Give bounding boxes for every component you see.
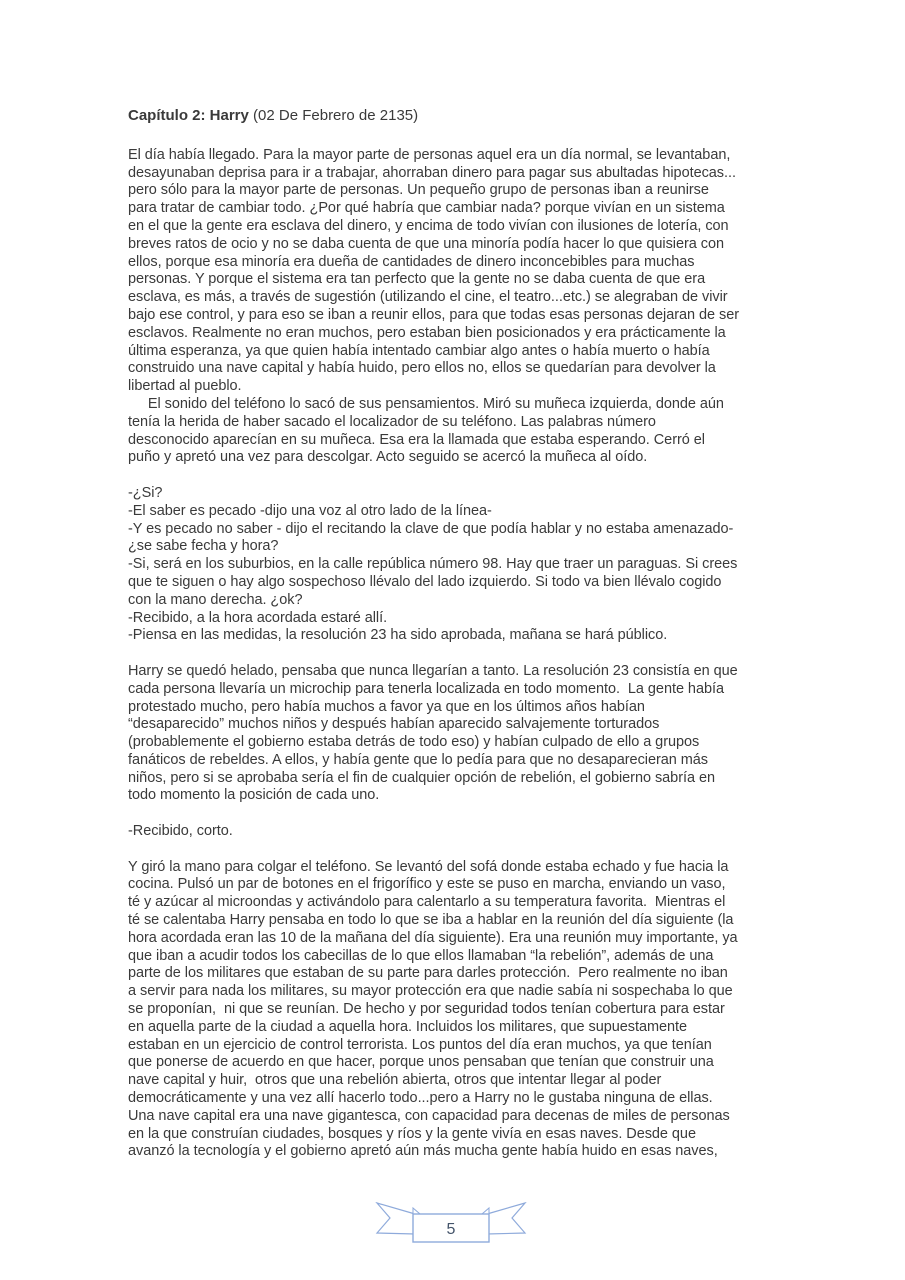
paragraph-meeting: [128, 859, 800, 1162]
text-line: cada persona llevaría un microchip para tenerla localizada en todo momento. La gente había: [128, 680, 724, 697]
text-line: construido una nave capital y había huido, pero ellos no, ellos se quedarían para devolver la: [128, 360, 716, 377]
chapter-heading: [128, 107, 800, 125]
page-footer: [375, 1202, 527, 1246]
chapter-title: Capítulo 2: Harry: [128, 107, 249, 124]
text-line: El sonido del teléfono lo sacó de sus pensamientos. Miró su muñeca izquierda, donde aún: [128, 395, 724, 412]
text-line: ¿se sabe fecha y hora?: [128, 538, 279, 555]
text-line: -Piensa en las medidas, la resolución 23 ha sido aprobada, mañana se hará público.: [128, 627, 668, 644]
text-line: hora acordada eran las 10 de la mañana del día siguiente). Era una reunión muy importante, ya: [128, 929, 738, 946]
text-line: desconocido aparecían en su muñeca. Esa era la llamada que estaba esperando. Cerró el: [128, 431, 705, 448]
text-line: -Si, será en los suburbios, en la calle república número 98. Hay que traer un paraguas. Si crees: [128, 556, 738, 573]
text-line: se proponían, ni que se reunían. De hecho y por seguridad todos tenían cobertura para estar: [128, 1001, 725, 1018]
spacer: [128, 467, 800, 485]
text-line: -El saber es pecado -dijo una voz al otro lado de la línea-: [128, 502, 492, 519]
ribbon-fold-right: [482, 1208, 489, 1214]
text-line: cocina. Pulsó un par de botones en el frigorífico y este se puso en marcha, enviando un vaso,: [128, 876, 726, 893]
text-line: té se calentaba Harry pensaba en todo lo que se iba a hablar en la reunión del día siguiente (la: [128, 912, 734, 929]
ribbon-tail-right: [487, 1203, 525, 1234]
text-line: que te siguen o hay algo sospechoso llévalo del lado izquierdo. Si todo va bien llévalo cogido: [128, 573, 722, 590]
chapter-date: (02 De Febrero de 2135): [248, 107, 419, 124]
spacer: [128, 645, 800, 663]
text-line: a servir para nada los militares, su mayor protección era que nadie sabía ni sospechaba lo que: [128, 983, 733, 1000]
page-number: 5: [446, 1221, 456, 1238]
text-line: Y giró la mano para colgar el teléfono. Se levantó del sofá donde estaba echado y fue hacia la: [128, 858, 729, 875]
spacer: [128, 805, 800, 823]
text-line: en aquella parte de la ciudad a aquella hora. Incluidos los militares, que supuestamente: [128, 1018, 688, 1035]
text-line: protestado mucho, pero había muchos a favor ya que en los últimos años habían: [128, 698, 645, 715]
text-line: todo momento la posición de cada uno.: [128, 787, 380, 804]
text-line: esclavos. Realmente no eran muchos, pero estaban bien posicionados y era prácticamente la: [128, 324, 726, 341]
paragraph-phone: [128, 396, 800, 467]
text-line: que ponerse de acuerdo en que hacer, porque unos pensaban que tenían que construir una: [128, 1054, 714, 1071]
text-line: nave capital y huir, otros que una rebelión abierta, otros que intentar llegar al poder: [128, 1072, 662, 1089]
text-line: breves ratos de ocio y no se daba cuenta de que una minoría podía hacer lo que quisiera con: [128, 235, 724, 252]
ribbon-fold-left: [413, 1208, 420, 1214]
text-line: pero sólo para la mayor parte de personas. Un pequeño grupo de personas iban a reunirse: [128, 182, 709, 199]
paragraph-intro: [128, 147, 800, 396]
text-line: en el que la gente era esclava del dinero, y encima de todo vivían con ilusiones de lotería, con: [128, 217, 729, 234]
text-line: “desaparecido” muchos niños y después habían aparecido salvajemente torturados: [128, 716, 660, 733]
dialogue-call: [128, 485, 800, 645]
text-line: libertad al pueblo.: [128, 378, 242, 395]
text-line: bajo ese control, y para eso se iban a reunir ellos, para que todas esas personas dejaran de ser: [128, 306, 740, 323]
text-line: estaban en un ejercicio de control terrorista. Los puntos del día eran muchos, ya que tenían: [128, 1036, 712, 1053]
spacer: [128, 841, 800, 859]
text-body: [128, 147, 800, 1161]
text-line: Harry se quedó helado, pensaba que nunca llegarían a tanto. La resolución 23 consistía en que: [128, 662, 738, 679]
text-line: fanáticos de rebeldes. A ellos, y había gente que lo pedía para que no desaparecieran más: [128, 751, 708, 768]
text-line: con la mano derecha. ¿ok?: [128, 591, 303, 608]
text-line: niños, pero si se aprobaba sería el fin de cualquier opción de rebelión, el gobierno sabría en: [128, 769, 715, 786]
text-line: -Recibido, a la hora acordada estaré allí.: [128, 609, 388, 626]
text-line: (probablemente el gobierno estaba detrás de todo eso) y habían culpado de ello a grupos: [128, 734, 700, 751]
text-line: puño y apretó una vez para descolgar. Acto seguido se acercó la muñeca al oído.: [128, 449, 648, 466]
text-line: democráticamente y una vez allí hacerlo todo...pero a Harry no le gustaba ninguna de ellas.: [128, 1090, 713, 1107]
text-line: El día había llegado. Para la mayor parte de personas aquel era un día normal, se levantaban,: [128, 146, 731, 163]
text-line: -Recibido, corto.: [128, 823, 233, 840]
text-line: tenía la herida de haber sacado el localizador de su teléfono. Las palabras número: [128, 413, 656, 430]
text-line: esclava, es más, a través de sugestión (utilizando el cine, el teatro...etc.) se alegraban de vivir: [128, 289, 728, 306]
text-line: ellos, porque esa minoría era dueña de cantidades de dinero inconcebibles para muchas: [128, 253, 695, 270]
text-line: para tratar de cambiar todo. ¿Por qué habría que cambiar nada? porque vivían en un sistema: [128, 200, 725, 217]
text-line: personas. Y porque el sistema era tan perfecto que la gente no se daba cuenta de que era: [128, 271, 706, 288]
text-line: que iban a acudir todos los cabecillas de lo que ellos llamaban “la rebelión”, además de una: [128, 947, 714, 964]
text-line: té y azúcar al microondas y activándolo para calentarlo a su temperatura favorita. Mientras el: [128, 894, 726, 911]
text-line: desayunaban deprisa para ir a trabajar, ahorraban dinero para pagar sus abultadas hipotecas...: [128, 164, 736, 181]
text-line: -Y es pecado no saber - dijo el recitando la clave de que podía hablar y no estaba amenazado-: [128, 520, 734, 537]
text-line: parte de los militares que estaban de su parte para darles protección. Pero realmente no iban: [128, 965, 728, 982]
ribbon-tail-left: [377, 1203, 415, 1234]
dialogue-close: [128, 823, 800, 841]
text-line: última esperanza, ya que quien había intentado cambiar algo antes o había muerto o había: [128, 342, 710, 359]
text-line: Una nave capital era una nave gigantesca, con capacidad para decenas de miles de personas: [128, 1107, 730, 1124]
page-number-ribbon: [375, 1202, 527, 1246]
paragraph-resolution: [128, 663, 800, 805]
text-line: -¿Si?: [128, 484, 163, 501]
text-line: en la que construían ciudades, bosques y ríos y la gente vivía en esas naves. Desde que: [128, 1125, 696, 1142]
document-page-content: [128, 107, 800, 1161]
text-line: avanzó la tecnología y el gobierno apretó aún más mucha gente había huido en esas naves,: [128, 1143, 718, 1160]
